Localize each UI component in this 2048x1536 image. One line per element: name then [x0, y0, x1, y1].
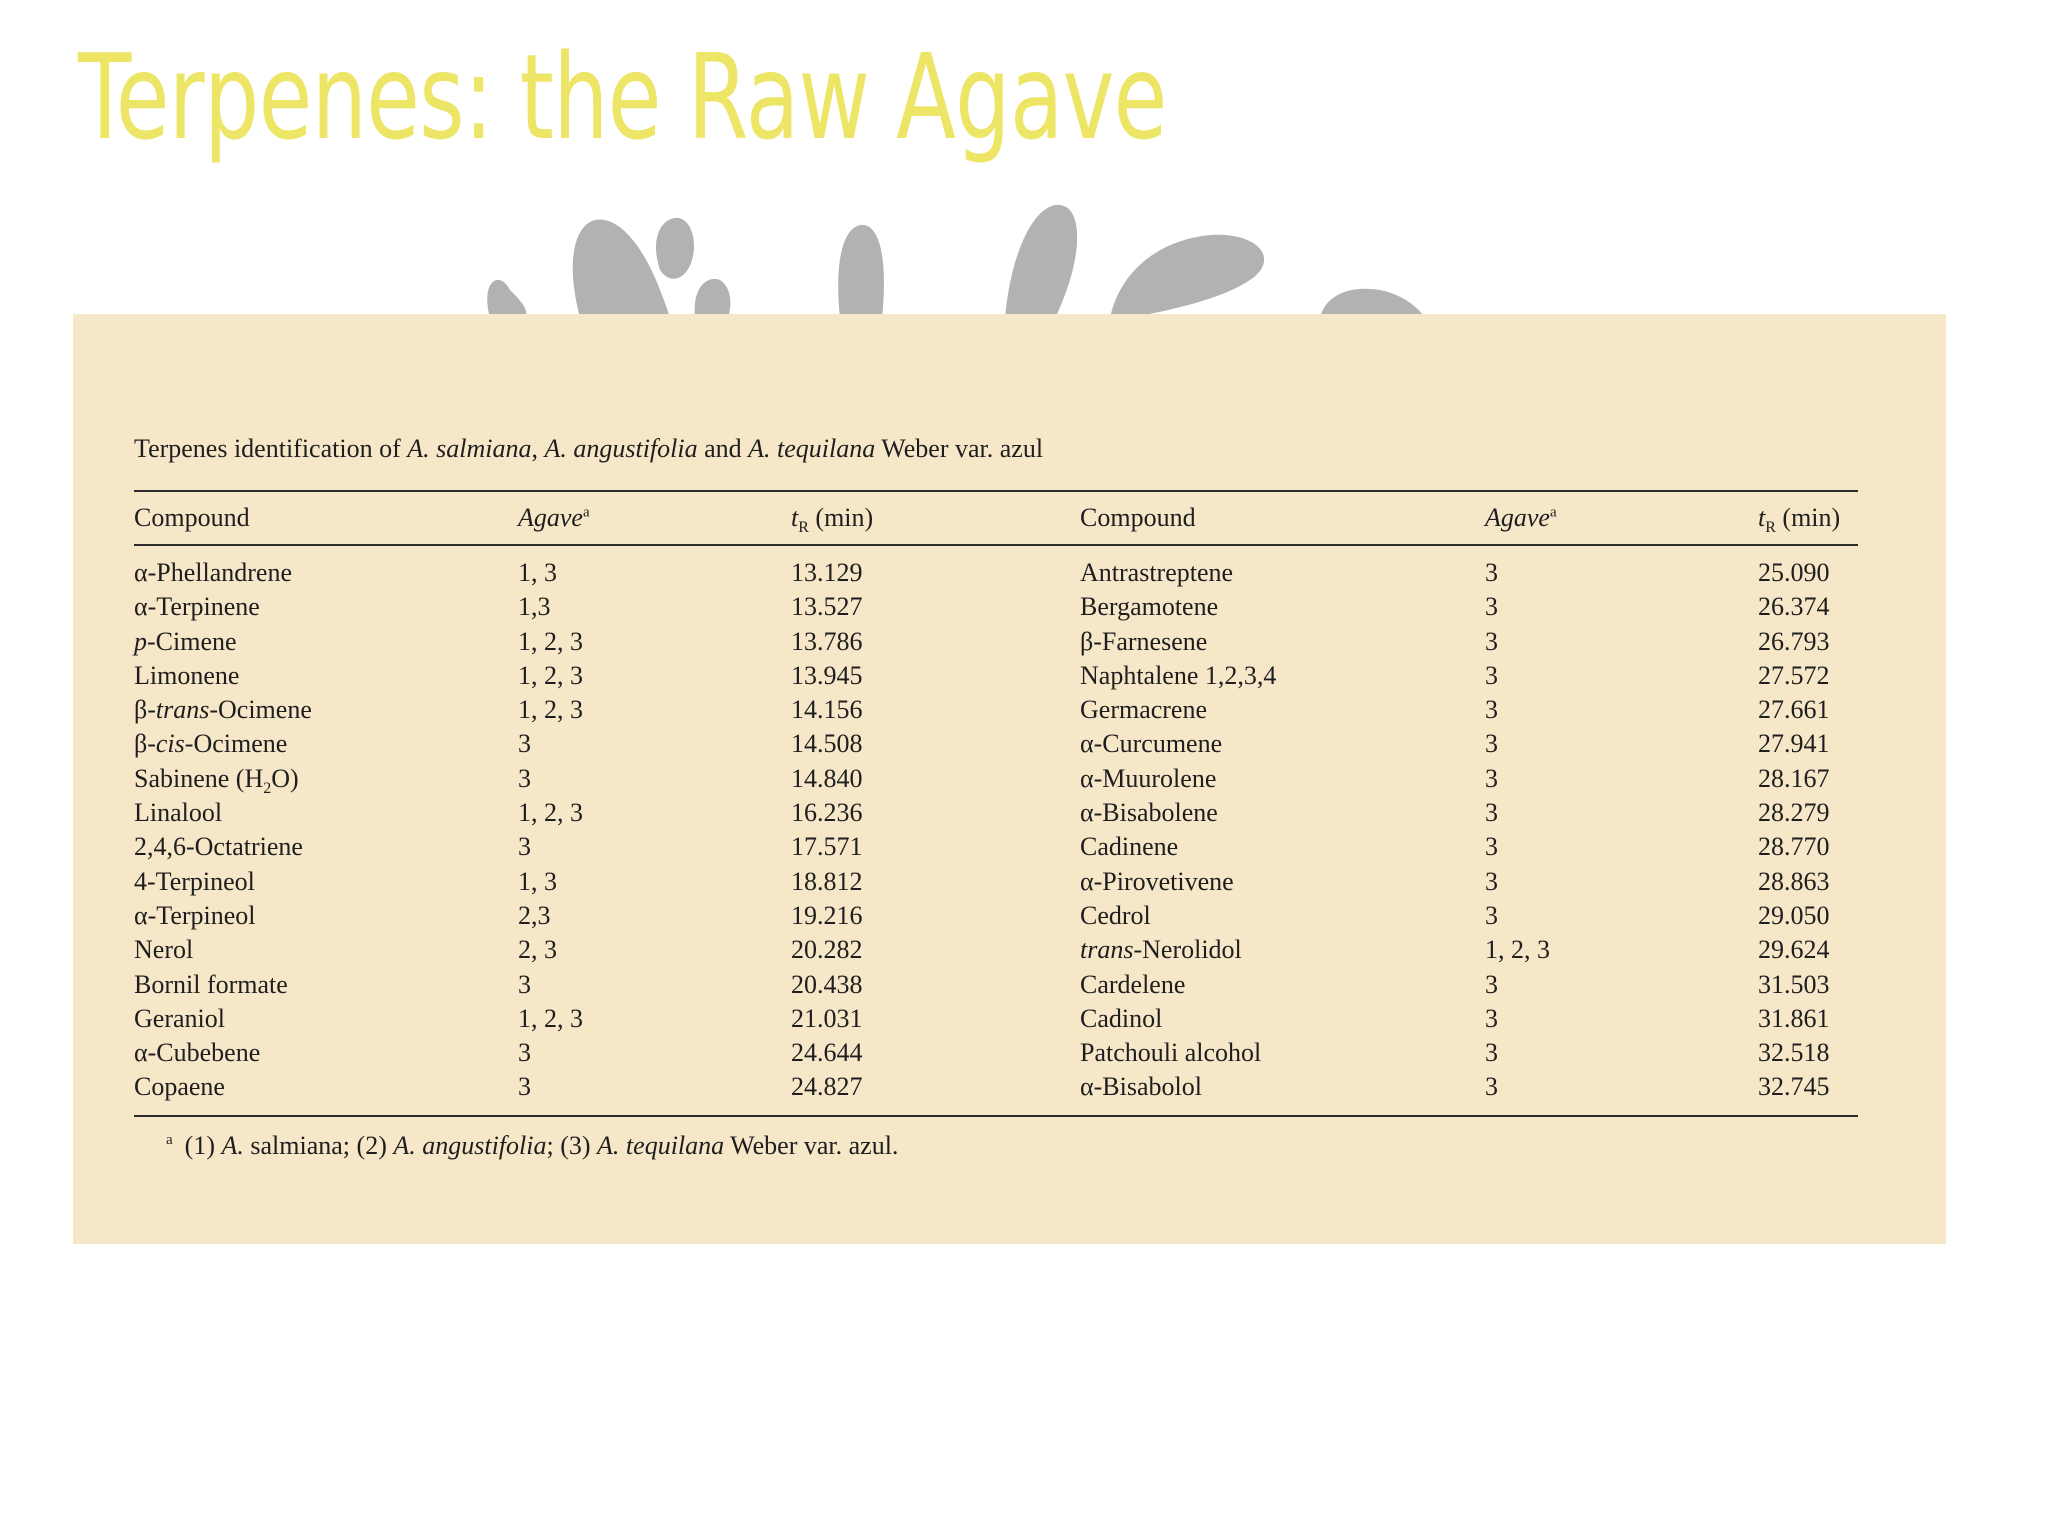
compound-cell: [134, 727, 287, 761]
table-row: [134, 933, 1858, 967]
compound-cell: [134, 933, 193, 967]
retention-time-cell: 32.745: [1758, 1072, 1830, 1102]
compound-name: α-Phellandrene: [134, 558, 293, 587]
compound-name: -Ocimene: [209, 695, 312, 725]
table-row: [134, 625, 1858, 659]
agave-leaf-shape: [656, 218, 694, 279]
agave-leaf-shape: [695, 279, 731, 318]
retention-time-cell: 13.945: [791, 660, 863, 690]
compound-cell: [134, 830, 303, 864]
compound-name: 2,4,6-Octatriene: [134, 832, 303, 862]
agave-cell: 1, 2, 3: [1485, 935, 1550, 965]
header-compound: Compound: [134, 503, 250, 532]
agave-leaf-shapes: [487, 205, 1425, 318]
caption-lead: Terpenes identification of: [134, 434, 401, 463]
retention-time-cell: 28.167: [1758, 763, 1830, 793]
compound-name: Patchouli alcohol: [1080, 1038, 1262, 1068]
header-agave-label: Agave: [518, 503, 583, 532]
caption-and: and: [704, 434, 742, 463]
compound-prefix: β-: [134, 729, 156, 759]
compound-name: Limonene: [134, 660, 240, 690]
compound-name: α-Bisabolene: [1080, 798, 1218, 828]
compound-cell: [134, 693, 312, 727]
compound-name: Naphtalene 1,2,3,4: [1080, 660, 1277, 690]
compound-cell: [134, 1036, 260, 1070]
compound-cell: [134, 899, 256, 933]
compound-name: Germacrene: [1080, 695, 1208, 725]
compound-cell: [134, 1070, 225, 1104]
retention-time-cell: 28.770: [1758, 832, 1830, 862]
compound-name: α-Curcumene: [1080, 729, 1223, 759]
compound-cell: [1080, 659, 1276, 693]
table-caption: [134, 436, 1858, 462]
compound-cell: [1080, 1002, 1162, 1036]
compound-cell: [1080, 590, 1218, 624]
retention-time-cell: 25.090: [1758, 558, 1830, 587]
retention-time-cell: 28.279: [1758, 798, 1830, 828]
retention-time-cell: 17.571: [791, 832, 863, 862]
compound-cell: [134, 796, 222, 830]
compound-name: -Ocimene: [184, 729, 288, 759]
table-row: [134, 693, 1858, 727]
agave-cell: 3: [1485, 969, 1498, 999]
compound-cell: [1080, 796, 1218, 830]
agave-cell: 1,3: [518, 592, 551, 622]
table-row: [134, 1002, 1858, 1036]
agave-cell: 3: [518, 763, 531, 793]
table-row: [134, 899, 1858, 933]
compound-prefix-italic: p: [134, 626, 147, 656]
compound-name: Cardelene: [1080, 969, 1186, 999]
retention-time-cell: 26.793: [1758, 626, 1830, 656]
retention-time-cell: 14.156: [791, 695, 863, 725]
compound-name: Sabinene (H: [134, 763, 264, 793]
table-row: [134, 556, 1858, 590]
agave-cell: 3: [518, 832, 531, 862]
retention-time-cell: 14.508: [791, 729, 863, 759]
retention-time-cell: 13.527: [791, 592, 863, 622]
retention-time-cell: 18.812: [791, 866, 863, 896]
compound-name: Bergamotene: [1080, 592, 1219, 622]
agave-cell: 3: [518, 1072, 531, 1102]
footnote-index-2: (2): [356, 1130, 387, 1160]
agave-cell: 2, 3: [518, 935, 557, 965]
agave-cell: 3: [1485, 558, 1498, 587]
agave-cell: 1, 3: [518, 558, 557, 587]
footnote-species-1-name: salmiana;: [250, 1130, 351, 1160]
retention-time-cell: 13.129: [791, 558, 863, 587]
table-row: [134, 796, 1858, 830]
agave-silhouette-graphic: [470, 200, 1450, 320]
compound-name: -Nerolidol: [1133, 935, 1242, 965]
compound-name: Cadinol: [1080, 1003, 1163, 1033]
agave-cell: 3: [1485, 729, 1498, 759]
compound-cell: [1080, 1070, 1202, 1104]
compound-name: Cedrol: [1080, 900, 1151, 930]
header-tr-subscript: R: [798, 519, 809, 537]
compound-cell: [134, 865, 255, 899]
header-agave-footnote-mark-2: a: [1549, 504, 1557, 521]
compound-name-tail: O): [271, 763, 299, 793]
footnote-species-2: A. angustifolia: [393, 1130, 547, 1160]
agave-cell: 3: [1485, 763, 1498, 793]
caption-separator: ,: [531, 434, 538, 463]
agave-cell: 1, 3: [518, 866, 557, 896]
compound-cell: [1080, 968, 1185, 1002]
compound-name: Antrastreptene: [1080, 558, 1234, 587]
compound-cell: [134, 625, 237, 659]
table-panel: [73, 314, 1946, 1244]
compound-cell: [1080, 625, 1207, 659]
footnote-index-3: (3): [560, 1130, 591, 1160]
agave-cell: 3: [1485, 695, 1498, 725]
agave-cell: 1, 2, 3: [518, 660, 583, 690]
compound-cell: [1080, 830, 1178, 864]
table-footnote: [166, 1131, 1858, 1161]
retention-time-cell: 21.031: [791, 1003, 863, 1033]
caption-species-salmiana: A. salmiana: [407, 434, 532, 463]
agave-cell: 3: [1485, 1072, 1498, 1102]
table-row: [134, 590, 1858, 624]
agave-cell: 3: [1485, 900, 1498, 930]
compound-cell: [1080, 693, 1207, 727]
agave-leaf-shape: [487, 280, 526, 318]
retention-time-cell: 31.861: [1758, 1003, 1830, 1033]
compound-name: -Cimene: [147, 626, 237, 656]
agave-cell: 3: [518, 969, 531, 999]
header-compound-2: Compound: [1080, 503, 1196, 532]
agave-cell: 1, 2, 3: [518, 1003, 583, 1033]
footnote-index-1: (1): [184, 1130, 215, 1160]
compound-cell: [1080, 865, 1234, 899]
agave-cell: 3: [518, 729, 531, 759]
table-row: [134, 1070, 1858, 1104]
agave-cell: 1, 2, 3: [518, 626, 583, 656]
compound-name: α-Pirovetivene: [1080, 866, 1234, 896]
retention-time-cell: 27.572: [1758, 660, 1830, 690]
compound-name: Nerol: [134, 935, 194, 965]
retention-time-cell: 29.624: [1758, 935, 1830, 965]
compound-cell: [134, 762, 299, 796]
compound-cell: [134, 968, 288, 1002]
retention-time-cell: 32.518: [1758, 1038, 1830, 1068]
retention-time-cell: 26.374: [1758, 592, 1830, 622]
table-row: [134, 1036, 1858, 1070]
agave-leaf-shape: [1005, 205, 1077, 318]
table-row: [134, 762, 1858, 796]
compound-prefix-italic: trans: [155, 695, 210, 725]
compound-cell: [134, 659, 239, 693]
header-agave: [518, 501, 590, 535]
retention-time-cell: 13.786: [791, 626, 863, 656]
header-tr-unit: (min): [815, 503, 874, 532]
agave-leaf-shape: [1110, 235, 1264, 318]
agave-cell: 3: [1485, 832, 1498, 862]
retention-time-cell: 24.827: [791, 1072, 863, 1102]
compound-name: Linalool: [134, 798, 223, 828]
agave-cell: 3: [1485, 592, 1498, 622]
agave-cell: 3: [1485, 1003, 1498, 1033]
table-row: [134, 865, 1858, 899]
table-header-row: [134, 492, 1858, 544]
footnote-separator-2: ;: [546, 1130, 554, 1160]
compound-name: α-Terpineol: [134, 900, 256, 930]
compound-cell: [1080, 1036, 1261, 1070]
table-row: [134, 659, 1858, 693]
header-tr-unit-2: (min): [1782, 503, 1841, 532]
caption-species-angustifolia: A. angustifolia: [544, 434, 698, 463]
retention-time-cell: 14.840: [791, 763, 863, 793]
table-bottom-rule: [134, 1115, 1858, 1117]
retention-time-cell: 28.863: [1758, 866, 1830, 896]
header-retention-time: [791, 501, 873, 535]
table-row: [134, 968, 1858, 1002]
agave-cell: 2,3: [518, 900, 551, 930]
retention-time-cell: 24.644: [791, 1038, 863, 1068]
agave-leaf-shape: [573, 220, 670, 318]
agave-cell: 3: [1485, 866, 1498, 896]
compound-name: β-Farnesene: [1080, 626, 1208, 656]
compound-cell: [134, 556, 292, 590]
compound-cell: [1080, 556, 1233, 590]
compound-name: 4-Terpineol: [134, 866, 255, 896]
agave-cell: 3: [1485, 1038, 1498, 1068]
header-agave-label-2: Agave: [1485, 503, 1550, 532]
caption-tail: Weber var. azul: [881, 434, 1044, 463]
compound-subscript: 2: [263, 779, 272, 797]
retention-time-cell: 27.941: [1758, 729, 1830, 759]
retention-time-cell: 29.050: [1758, 900, 1830, 930]
retention-time-cell: 20.282: [791, 935, 863, 965]
footnote-mark: a: [166, 1132, 173, 1149]
table-row: [134, 727, 1858, 761]
compound-cell: [1080, 899, 1151, 933]
compound-cell: [1080, 727, 1222, 761]
compound-name: Cadinene: [1080, 832, 1179, 862]
compound-cell: [134, 1002, 225, 1036]
compound-name: Bornil formate: [134, 969, 288, 999]
agave-leaf-shape: [838, 225, 884, 318]
compound-prefix: β-: [134, 695, 156, 725]
compound-cell: [1080, 762, 1216, 796]
retention-time-cell: 19.216: [791, 900, 863, 930]
retention-time-cell: 27.661: [1758, 695, 1830, 725]
compound-name: Copaene: [134, 1072, 225, 1102]
table-body: [134, 546, 1858, 1115]
agave-cell: 1, 2, 3: [518, 695, 583, 725]
header-agave-footnote-mark: a: [582, 504, 590, 521]
agave-cell: 3: [1485, 626, 1498, 656]
compound-cell: [1080, 933, 1242, 967]
footnote-species-1-genus: A.: [221, 1130, 244, 1160]
compound-name: α-Muurolene: [1080, 763, 1217, 793]
retention-time-cell: 20.438: [791, 969, 863, 999]
table-row: [134, 830, 1858, 864]
header-retention-time-2: [1758, 501, 1840, 535]
compound-name: α-Terpinene: [134, 592, 260, 622]
caption-species-tequilana: A. tequilana: [748, 434, 876, 463]
footnote-species-3: A. tequilana: [597, 1130, 725, 1160]
agave-cell: 3: [1485, 798, 1498, 828]
header-tr-symbol: t: [791, 503, 799, 532]
compound-name: α-Bisabolol: [1080, 1072, 1202, 1102]
compound-name: Geraniol: [134, 1003, 225, 1033]
retention-time-cell: 16.236: [791, 798, 863, 828]
compound-name: α-Cubebene: [134, 1038, 261, 1068]
terpenes-table: [134, 436, 1858, 1161]
header-agave-2: [1485, 501, 1557, 535]
agave-cell: 3: [1485, 660, 1498, 690]
compound-prefix-italic: trans: [1080, 935, 1134, 965]
compound-prefix-italic: cis: [155, 729, 185, 759]
header-tr-subscript-2: R: [1765, 519, 1776, 537]
retention-time-cell: 31.503: [1758, 969, 1830, 999]
agave-cell: 1, 2, 3: [518, 798, 583, 828]
compound-cell: [134, 590, 260, 624]
footnote-tail: Weber var. azul.: [730, 1130, 899, 1160]
slide-title: Terpenes: the Raw Agave: [78, 28, 1167, 166]
header-tr-symbol-2: t: [1758, 503, 1766, 532]
agave-cell: 3: [518, 1038, 531, 1068]
